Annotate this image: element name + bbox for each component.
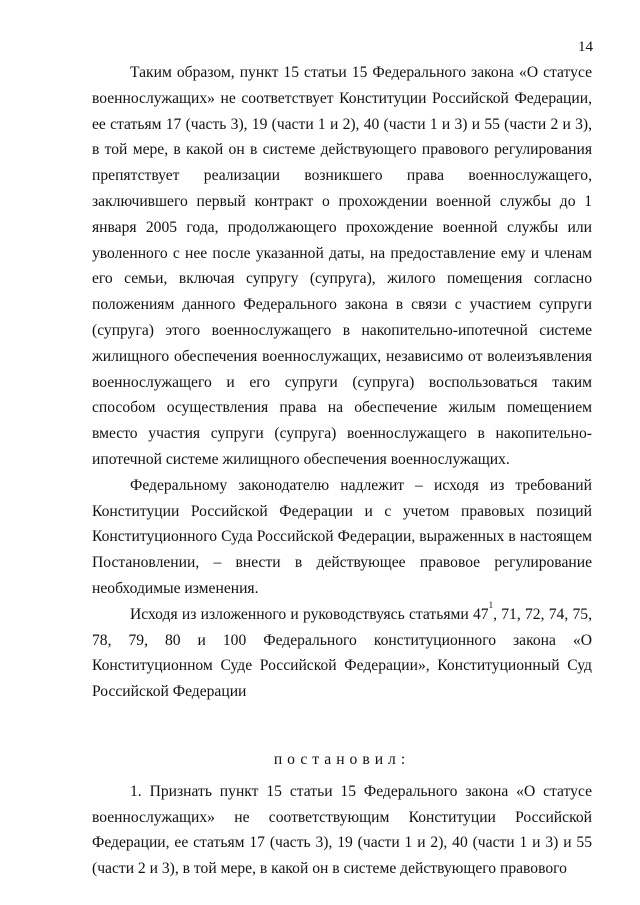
paragraph-conclusion: Таким образом, пункт 15 статьи 15 Федерального закона «О статусе военнослужащих» не соответствует Конституции Российской Федерации, ее статьям 17 (часть 3), 19 (части 1 и 2), 40 (части 1 и 3) и 55 (части 2 и 3), в той мере, в какой он в системе действующего правового регулирования препятствует реализации возникшего права военнослужащего, заключившего первый контракт о прохождении военной службы до 1 января 2005 года, продолжающего прохождение военной службы или уволенного с нее после указанной даты, на предоставление ему и членам его семьи, включая супругу (супруга), жилого помещения согласно положениям данного Федерального закона в связи с участием супруги (супруга) этого военнослужащего в накопительно-ипотечной системе жилищного обеспечения военнослужащих, независимо от волеизъявления военнослужащего и его супруги (супруга) воспользоваться таким способом осуществления права на обеспечение жилым помещением вместо участия супруги (супруга) военнослужащего в накопительно-ипотечной системе жилищного обеспечения военнослужащих. <box>92 64 592 468</box>
document-body <box>92 60 592 882</box>
paragraph-legislator-duty: Федеральному законодателю надлежит – исходя из требований Конституции Российской Федерации и с учетом правовых позиций Конституционного Суда Российской Федерации, выраженных в настоящем Постановлении, – внести в действующее правовое регулирование необходимые изменения. <box>92 476 592 597</box>
article-superscript: 1 <box>488 599 494 610</box>
page-number: 14 <box>578 39 593 55</box>
decision-heading: постановил: <box>273 750 411 768</box>
resolution-item-1: 1. Признать пункт 15 статьи 15 Федерального закона «О статусе военнослужащих» не соответствующим Конституции Российской Федерации, ее статьям 17 (часть 3), 19 (части 1 и 2), 40 (части 1 и 3) и 55 (части 2 и 3), в той мере, в какой он в системе действующего правового <box>92 782 592 878</box>
legal-basis-text-start: Исходя из изложенного и руководствуясь статьями 47 <box>130 605 489 623</box>
paragraph-legal-basis <box>92 599 592 705</box>
legal-basis-text-end: , 71, 72, 74, 75, 78, 79, 80 и 100 Федерального конституционного закона «О Конституционном Суде Российской Федерации», Конституционный Суд Российской Федерации <box>92 605 592 701</box>
